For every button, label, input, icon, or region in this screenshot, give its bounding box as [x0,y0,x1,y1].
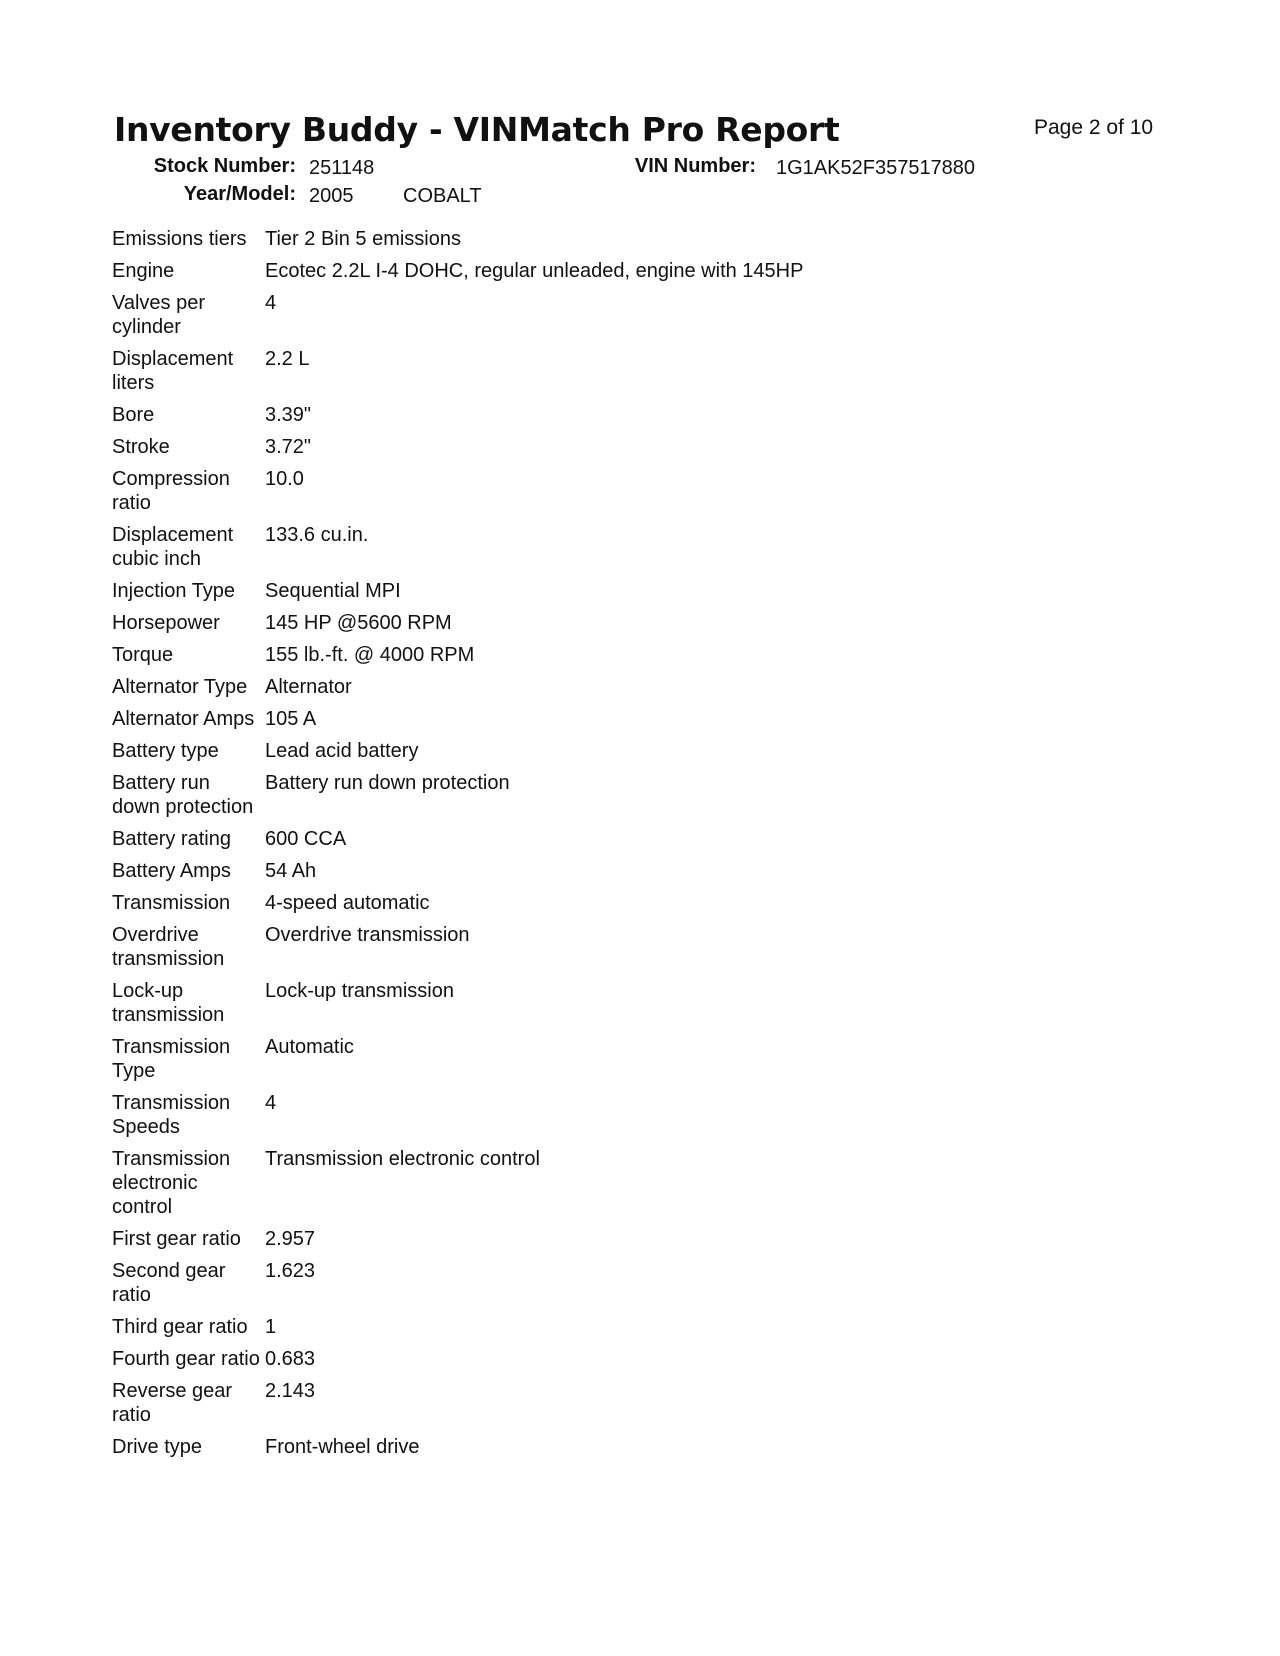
spec-row [112,291,1012,347]
spec-label: First gear ratio [112,1228,241,1250]
spec-label: Overdrive transmission [112,924,225,970]
model-value: COBALT [403,185,482,207]
spec-table [112,227,1012,1467]
spec-value: Automatic [265,1036,354,1058]
spec-value: 133.6 cu.in. [265,524,369,546]
spec-label: Lock-up transmission [112,980,225,1026]
spec-row [112,403,1012,435]
spec-row [112,1147,1012,1227]
spec-row [112,739,1012,771]
spec-value: Battery run down protection [265,772,510,794]
spec-label: Battery rating [112,828,231,850]
spec-row [112,523,1012,579]
spec-value: 1.623 [265,1260,316,1282]
spec-label: Second gear ratio [112,1260,226,1306]
spec-label: Emissions tiers [112,228,247,250]
year-value: 2005 [309,185,354,207]
spec-value: 2.2 L [265,348,310,370]
spec-label: Transmission Type [112,1036,231,1082]
spec-value: Lock-up transmission [265,980,454,1002]
spec-row [112,707,1012,739]
spec-row [112,1091,1012,1147]
spec-label: Alternator Type [112,676,248,698]
spec-row [112,827,1012,859]
spec-row [112,675,1012,707]
spec-value: Overdrive transmission [265,924,470,946]
spec-row [112,1347,1012,1379]
spec-value: 4-speed automatic [265,892,430,914]
spec-value: Lead acid battery [265,740,419,762]
spec-value: 3.39" [265,404,312,426]
spec-value: 4 [265,292,277,314]
spec-value: 105 A [265,708,317,730]
spec-label: Transmission Speeds [112,1092,231,1138]
spec-label: Battery type [112,740,219,762]
spec-label: Engine [112,260,175,282]
spec-label: Fourth gear ratio [112,1348,260,1370]
spec-value: 155 lb.-ft. @ 4000 RPM [265,644,475,666]
spec-value: 3.72" [265,436,312,458]
spec-row [112,259,1012,291]
spec-row [112,1035,1012,1091]
spec-label: Battery run down protection [112,772,254,818]
spec-label: Displacement cubic inch [112,524,234,570]
spec-label: Bore [112,404,155,426]
spec-row [112,435,1012,467]
vin-number-label: VIN Number: [634,155,756,177]
spec-row [112,643,1012,675]
spec-row [112,227,1012,259]
spec-value: 2.143 [265,1380,316,1402]
spec-value: 0.683 [265,1348,316,1370]
spec-row [112,891,1012,923]
spec-value: 600 CCA [265,828,347,850]
spec-row [112,1435,1012,1467]
spec-row [112,1379,1012,1435]
page-number: Page 2 of 10 [1034,116,1154,139]
spec-row [112,771,1012,827]
spec-label: Injection Type [112,580,236,602]
spec-value: Transmission electronic control [265,1148,540,1170]
spec-label: Valves per cylinder [112,292,206,338]
spec-value: 1 [265,1316,277,1338]
spec-value: 10.0 [265,468,304,490]
spec-row [112,979,1012,1035]
spec-label: Drive type [112,1436,203,1458]
spec-value: Front-wheel drive [265,1436,420,1458]
spec-label: Third gear ratio [112,1316,248,1338]
spec-label: Alternator Amps [112,708,255,730]
spec-value: 54 Ah [265,860,317,882]
spec-row [112,611,1012,643]
vin-number-value: 1G1AK52F357517880 [776,157,976,179]
spec-value: 2.957 [265,1228,316,1250]
spec-label: Torque [112,644,174,666]
spec-label: Transmission electronic control [112,1148,231,1218]
report-title: Inventory Buddy - VINMatch Pro Report [114,110,840,149]
spec-row [112,467,1012,523]
spec-value: Sequential MPI [265,580,401,602]
spec-row [112,1315,1012,1347]
spec-row [112,1259,1012,1315]
spec-label: Reverse gear ratio [112,1380,233,1426]
spec-row [112,859,1012,891]
year-model-label: Year/Model: [183,183,296,205]
spec-row [112,579,1012,611]
spec-label: Displacement liters [112,348,234,394]
spec-value: 145 HP @5600 RPM [265,612,452,634]
spec-row [112,1227,1012,1259]
spec-row [112,347,1012,403]
spec-row [112,923,1012,979]
stock-number-value: 251148 [309,157,375,179]
spec-value: Tier 2 Bin 5 emissions [265,228,461,250]
spec-label: Stroke [112,436,170,458]
spec-value: Alternator [265,676,352,698]
spec-value: 4 [265,1092,277,1114]
stock-number-label: Stock Number: [153,155,296,177]
spec-label: Transmission [112,892,231,914]
spec-label: Compression ratio [112,468,230,514]
spec-value: Ecotec 2.2L I-4 DOHC, regular unleaded, engine with 145HP [265,260,804,282]
spec-label: Battery Amps [112,860,231,882]
spec-label: Horsepower [112,612,220,634]
